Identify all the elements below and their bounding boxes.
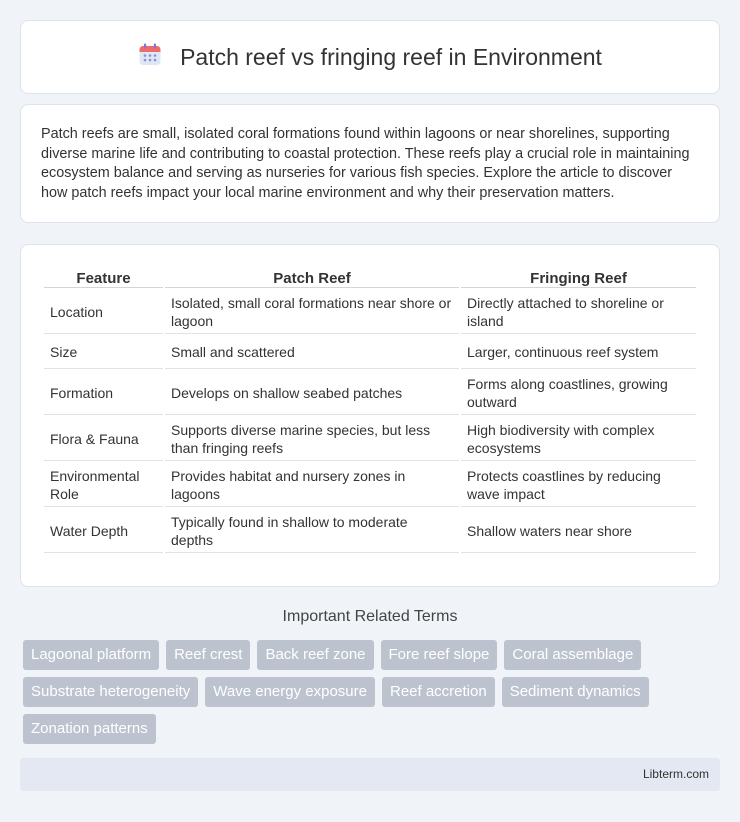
row-fringing-reef: Larger, continuous reef system [461,336,696,369]
page-title: Patch reef vs fringing reef in Environment [180,43,602,70]
table-row [44,463,696,507]
row-fringing-reef: Forms along coastlines, growing outward [461,371,696,415]
term-chip[interactable]: Zonation patterns [23,714,156,744]
row-feature: Flora & Fauna [44,417,163,461]
row-fringing-reef: Shallow waters near shore [461,509,696,553]
row-patch-reef: Typically found in shallow to moderate depths [165,509,459,553]
comparison-table [42,265,698,555]
comparison-table-card [20,244,720,587]
header-feature: Feature [44,267,163,288]
term-chip[interactable]: Fore reef slope [381,640,498,670]
row-patch-reef: Small and scattered [165,336,459,369]
header-patch-reef: Patch Reef [165,267,459,288]
row-patch-reef: Provides habitat and nursery zones in lagoons [165,463,459,507]
table-row [44,290,696,334]
term-chip[interactable]: Reef crest [166,640,250,670]
footer [20,758,720,791]
row-patch-reef: Supports diverse marine species, but less than fringing reefs [165,417,459,461]
term-chip[interactable]: Reef accretion [382,677,495,707]
footer-brand-link[interactable]: Libterm.com [642,767,709,781]
table-row [44,509,696,553]
row-feature: Location [44,290,163,334]
term-chip[interactable]: Sediment dynamics [502,677,649,707]
row-fringing-reef: High biodiversity with complex ecosystems [461,417,696,461]
intro-text: Patch reefs are small, isolated coral formations found within lagoons or near shorelines, supporting diverse marine life and contributing to coastal protection. These reefs play a crucial role in maintaining ecosystem balance and serving as nurseries for various fish species. Explore the article to discover how patch reefs impact your local marine environment and why their preservation matters. [41,126,690,201]
row-feature: Size [44,336,163,369]
related-terms-list [23,640,703,744]
term-chip[interactable]: Coral assemblage [504,640,641,670]
title-wrap [138,43,602,72]
row-feature: Environmental Role [44,463,163,507]
row-fringing-reef: Directly attached to shoreline or island [461,290,696,334]
row-feature: Formation [44,371,163,415]
table-header-row [44,267,696,288]
row-patch-reef: Develops on shallow seabed patches [165,371,459,415]
table-row [44,417,696,461]
header-card [20,20,720,94]
row-feature: Water Depth [44,509,163,553]
intro-card [20,104,720,223]
related-terms-title: Important Related Terms [282,608,458,625]
calendar-icon [138,43,162,72]
term-chip[interactable]: Lagoonal platform [23,640,159,670]
table-row [44,371,696,415]
table-row [44,336,696,369]
term-chip[interactable]: Back reef zone [257,640,373,670]
term-chip[interactable]: Wave energy exposure [205,677,375,707]
row-fringing-reef: Protects coastlines by reducing wave impact [461,463,696,507]
row-patch-reef: Isolated, small coral formations near shore or lagoon [165,290,459,334]
term-chip[interactable]: Substrate heterogeneity [23,677,198,707]
header-fringing-reef: Fringing Reef [461,267,696,288]
